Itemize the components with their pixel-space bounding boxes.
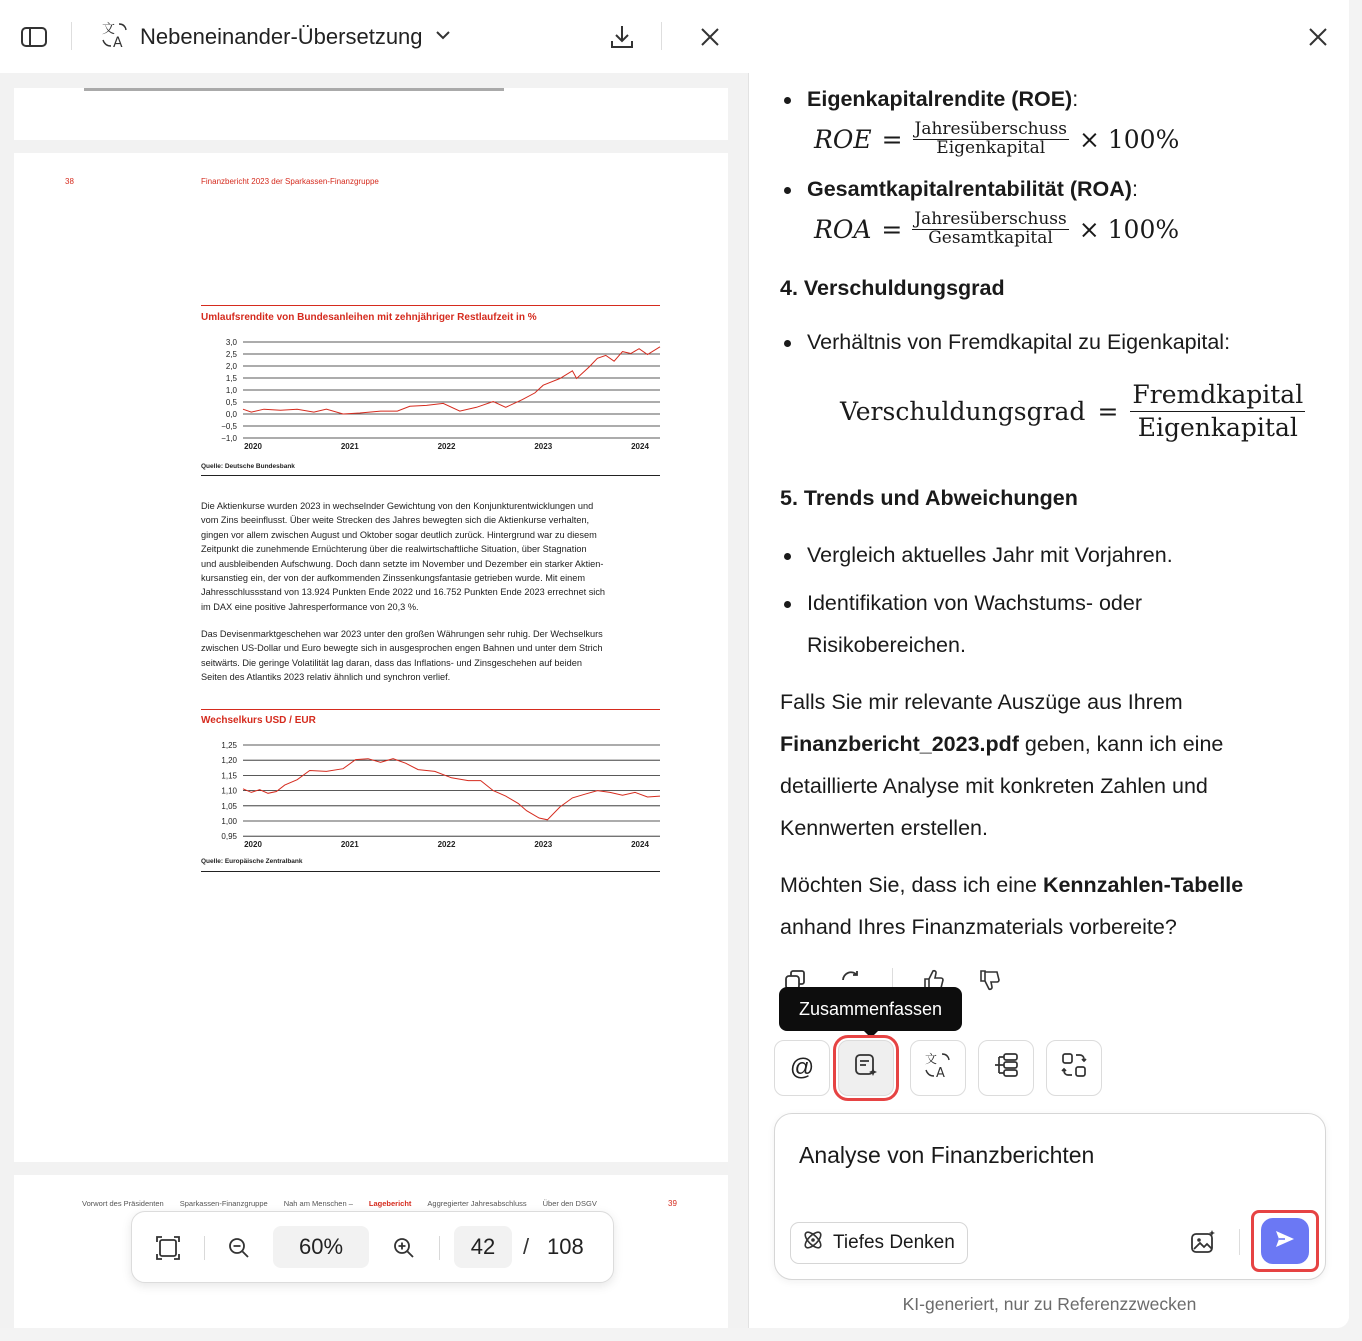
pdf-page-previous xyxy=(14,88,728,140)
nav-item: Lagebericht xyxy=(368,1199,412,1208)
y-tick-label: 0,0 xyxy=(225,410,237,419)
debt-ratio-denominator: Eigenkapital xyxy=(1137,413,1298,443)
bullet xyxy=(784,340,791,347)
nav-item: Über den DSGV xyxy=(542,1199,597,1208)
translation-mode-dropdown[interactable] xyxy=(100,18,453,56)
y-tick-label: 0,5 xyxy=(225,398,237,407)
total-pages: 108 xyxy=(547,1234,584,1259)
debt-ratio-formula: Verschuldungsgrad = $\frac{\text{Fremdkapital}}{\text{Eigenkapital}}$ xyxy=(840,380,1304,443)
roa-numerator: Jahresüberschuss xyxy=(914,209,1067,229)
roe-numerator: Jahresüberschuss xyxy=(914,119,1067,139)
y-tick-label: −1,0 xyxy=(221,434,237,443)
series-line xyxy=(243,347,660,414)
translate-icon xyxy=(923,1050,953,1086)
svg-text:文: 文 xyxy=(102,21,116,37)
paragraph-equities xyxy=(201,499,605,614)
page-number: 38 xyxy=(65,177,74,186)
debt-ratio-numerator: Fremdkapital xyxy=(1130,382,1305,412)
convert-icon xyxy=(1060,1051,1088,1085)
chart2-title: Wechselkurs USD / EUR xyxy=(201,715,316,726)
text-line: zwischen US-Dollar und Euro bewegte sich in ausgesprochen engen Bahnen und unter dem Strich xyxy=(201,643,603,654)
paragraph-fragment: geben, kann ich eine xyxy=(1018,732,1224,756)
bullet-text: Vergleich aktuelles Jahr mit Vorjahren. xyxy=(807,543,1173,567)
paragraph-line: anhand Ihres Finanzmaterials vorbereite? xyxy=(780,915,1177,939)
bullet xyxy=(784,97,791,104)
convert-button[interactable] xyxy=(1046,1040,1102,1096)
y-tick-label: 1,05 xyxy=(221,801,237,811)
translation-mode-label: Nebeneinander-Übersetzung xyxy=(140,24,423,49)
x-tick-label: 2020 xyxy=(244,442,262,451)
roa-denominator: Gesamtkapital xyxy=(928,227,1053,248)
send-button[interactable] xyxy=(1251,1210,1319,1272)
pdf-page-current xyxy=(14,153,728,1162)
zoom-out-icon[interactable] xyxy=(223,1232,255,1264)
paragraph-fragment: Möchten Sie, dass ich eine xyxy=(780,873,1043,897)
x-tick-label: 2021 xyxy=(340,840,359,850)
at-icon: @ xyxy=(789,1054,815,1081)
ai-disclaimer: KI-generiert, nur zu Referenzzwecken xyxy=(902,1294,1197,1314)
deep-think-label: Tiefes Denken xyxy=(833,1232,955,1253)
chart-rule xyxy=(201,305,660,306)
chart-rule xyxy=(201,475,660,476)
y-tick-label: 0,95 xyxy=(221,832,237,842)
y-tick-label: 1,00 xyxy=(221,817,237,826)
mindmap-icon xyxy=(992,1051,1020,1085)
pdf-toolbar xyxy=(0,0,749,73)
chart-rule xyxy=(201,871,660,872)
nav-item: Vorwort des Präsidenten xyxy=(82,1199,164,1208)
sidebar-toggle-icon[interactable] xyxy=(18,21,50,53)
roa-multiplier: × 100% xyxy=(1078,214,1180,244)
chart1-title: Umlaufsrendite von Bundesanleihen mit zehnjähriger Restlaufzeit in % xyxy=(201,312,537,323)
text-line: und ausbleibenden Aufschwung. Doch dann setzte im November und Dezember ein starker Aktien- xyxy=(201,558,604,569)
file-name: Finanzbericht_2023.pdf xyxy=(780,732,1019,756)
page-separator: / xyxy=(523,1234,530,1259)
y-tick-label: 3,0 xyxy=(225,338,237,347)
translate-button[interactable] xyxy=(910,1040,966,1096)
download-icon[interactable] xyxy=(606,21,638,53)
image-upload-icon[interactable] xyxy=(1187,1226,1219,1258)
paragraph-line xyxy=(780,732,1223,757)
send-icon xyxy=(1273,1227,1297,1256)
chart2-plot xyxy=(201,738,661,854)
svg-text:A: A xyxy=(936,1066,945,1080)
divider xyxy=(661,22,662,50)
roa-heading: Gesamtkapitalrentabilität (ROA): xyxy=(807,177,1138,201)
close-chat-icon[interactable] xyxy=(1302,21,1334,53)
mention-button[interactable] xyxy=(774,1040,830,1096)
svg-text:文: 文 xyxy=(925,1052,938,1066)
text-line: vom Zins beeinflusst. Über weite Strecken des Jahres bewegten sich die Aktienkurse verhalten, xyxy=(201,515,590,526)
x-tick-label: 2021 xyxy=(340,442,359,451)
cut-off-text-line xyxy=(84,88,504,91)
paragraph-line: Kennwerten erstellen. xyxy=(780,816,988,840)
mindmap-button[interactable] xyxy=(978,1040,1034,1096)
y-tick-label: 1,20 xyxy=(221,756,237,766)
summarize-button[interactable] xyxy=(838,1040,894,1096)
paragraph-line xyxy=(780,873,1243,898)
running-header: Finanzbericht 2023 der Sparkassen-Finanzgruppe xyxy=(201,177,379,186)
current-page-input[interactable]: 42 xyxy=(454,1226,512,1268)
paragraph-line: detaillierte Analyse mit konkreten Zahlen und xyxy=(780,774,1208,798)
translate-icon xyxy=(100,20,130,55)
bullet-text: Verhältnis von Fremdkapital zu Eigenkapital: xyxy=(807,330,1231,354)
y-tick-label: 2,0 xyxy=(225,362,237,371)
text-line: Jahresschlussstand von 13.924 Punkten Ende 2022 und 16.752 Punkten Ende 2023 errechnet sich xyxy=(201,587,606,598)
x-tick-label: 2020 xyxy=(244,840,262,850)
divider xyxy=(439,1236,440,1260)
roa-formula: ROA = $\frac{\text{Jahresüberschuss}}{\text{Gesamtkapital}}$ × 100% xyxy=(814,209,1180,248)
paragraph-line: Falls Sie mir relevante Auszüge aus Ihrem xyxy=(780,690,1183,714)
message-input[interactable]: Analyse von Finanzberichten xyxy=(799,1142,1095,1168)
deep-think-button[interactable] xyxy=(790,1222,968,1264)
tooltip-summarize: Zusammenfassen xyxy=(779,987,962,1031)
text-line: gingen vor allem zwischen August und Oktober sogar deutlich zurück. Hintergrund war zu diesem xyxy=(201,529,597,540)
y-tick-label: 1,10 xyxy=(221,786,237,796)
x-tick-label: 2023 xyxy=(534,840,553,850)
x-tick-label: 2022 xyxy=(437,442,456,451)
x-tick-label: 2023 xyxy=(534,442,553,451)
y-tick-label: 1,5 xyxy=(225,374,237,383)
next-page-nav xyxy=(82,1199,597,1208)
ai-chat-pane xyxy=(750,0,1349,1328)
bullet-text: Identifikation von Wachstums- oder xyxy=(807,591,1142,615)
roe-heading: Eigenkapitalrendite (ROE): xyxy=(807,87,1079,111)
text-line: Seiten des Atlantiks 2023 relativ ähnlich und synchron verlief. xyxy=(201,672,451,683)
divider xyxy=(204,1236,205,1260)
x-tick-label: 2024 xyxy=(631,442,649,451)
chevron-down-icon xyxy=(433,25,453,50)
chart2-source: Quelle: Europäische Zentralbank xyxy=(201,858,303,865)
roa-variable: ROA xyxy=(814,214,872,244)
divider xyxy=(71,22,72,50)
fit-page-icon[interactable] xyxy=(152,1232,184,1264)
text-line: Die Aktienkurse wurden 2023 in wechselnder Gewichtung von den Konjunkturentwicklungen und xyxy=(201,501,594,511)
chart1-source: Quelle: Deutsche Bundesbank xyxy=(201,463,295,470)
y-tick-label: 1,0 xyxy=(225,386,237,395)
nav-item: Sparkassen-Finanzgruppe xyxy=(179,1199,268,1208)
thumbs-down-icon[interactable] xyxy=(975,966,1005,994)
emphasis: Kennzahlen-Tabelle xyxy=(1042,873,1244,897)
y-tick-label: 1,25 xyxy=(221,741,237,750)
y-tick-label: −0,5 xyxy=(221,422,237,431)
roe-denominator: Eigenkapital xyxy=(936,137,1046,158)
svg-text:A: A xyxy=(113,34,123,50)
next-page-number: 39 xyxy=(668,1199,677,1208)
bullet-text-continued: Risikobereichen. xyxy=(807,633,966,657)
text-line: im DAX eine positive Jahresperformance von 20,3 %. xyxy=(201,601,419,612)
atom-icon xyxy=(801,1228,825,1258)
roe-variable: ROE xyxy=(814,124,872,154)
zoom-level[interactable]: 60% xyxy=(273,1226,369,1268)
heading-trends: 5. Trends und Abweichungen xyxy=(780,486,1078,510)
roe-label: Eigenkapitalrendite (ROE) xyxy=(807,87,1073,111)
x-tick-label: 2022 xyxy=(437,840,456,850)
roa-label: Gesamtkapitalrentabilität (ROA) xyxy=(807,177,1132,201)
text-line: kursanstieg ein, der von der aufkommenden Zinssenkungsfantasie getrieben wurde. Mit einem xyxy=(201,573,586,584)
text-line: Das Devisenmarktgeschehen war 2023 unter den großen Währungen sehr ruhig. Der Wechselkurs xyxy=(201,629,603,639)
nav-item: Nah am Menschen – xyxy=(283,1199,353,1208)
bullet xyxy=(784,553,791,560)
text-line: Zeitpunkt die zunehmende Ernüchterung über die realwirtschaftliche Situation, über Stagnation xyxy=(201,544,587,555)
roe-formula: ROE = $\frac{\text{Jahresüberschuss}}{\text{Eigenkapital}}$ × 100% xyxy=(814,119,1180,158)
x-tick-label: 2024 xyxy=(631,840,649,850)
series-line xyxy=(243,759,660,820)
chart-rule xyxy=(201,709,660,710)
text-line: seitwärts. Die geringe Volatilität lag daran, dass das Inflations- und Zinsgeschehen auf beiden xyxy=(201,657,583,668)
heading-verschuldungsgrad: 4. Verschuldungsgrad xyxy=(780,276,1005,300)
y-tick-label: 1,15 xyxy=(221,771,237,781)
send-button-fill xyxy=(1261,1218,1309,1264)
divider xyxy=(1239,1229,1240,1255)
roe-multiplier: × 100% xyxy=(1078,124,1180,154)
debt-ratio-lhs: Verschuldungsgrad xyxy=(840,397,1086,427)
summarize-icon xyxy=(852,1051,880,1085)
nav-item: Aggregierter Jahresabschluss xyxy=(427,1199,527,1208)
bullet xyxy=(784,601,791,608)
zoom-toolbar xyxy=(131,1211,614,1283)
message-composer xyxy=(774,1113,1326,1280)
bullet xyxy=(784,187,791,194)
close-icon[interactable] xyxy=(694,21,726,53)
y-tick-label: 2,5 xyxy=(225,350,237,359)
zoom-in-icon[interactable] xyxy=(388,1232,420,1264)
chart1-plot xyxy=(201,336,661,456)
paragraph-fx xyxy=(201,627,603,685)
